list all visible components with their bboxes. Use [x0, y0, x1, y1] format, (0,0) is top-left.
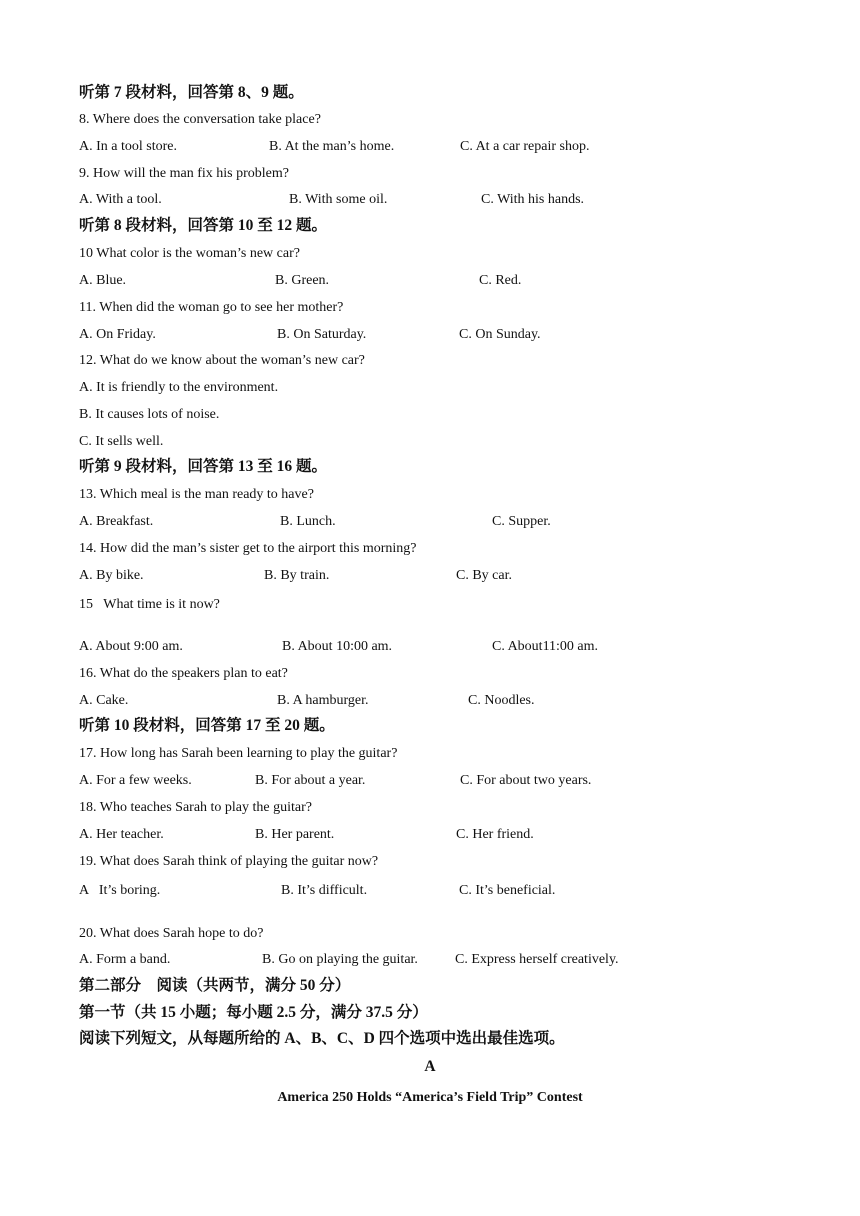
option-c: C. Express herself creatively. — [455, 952, 619, 967]
option-b: B. At the man’s home. — [269, 139, 395, 154]
option-b: B. About 10:00 am. — [282, 639, 393, 654]
option-b: B. Lunch. — [280, 514, 336, 529]
question-19: 19. What does Sarah think of playing the guitar now? — [79, 854, 379, 869]
option-c: C. It sells well. — [79, 434, 164, 449]
option-b: B. It’s difficult. — [281, 883, 368, 898]
question-17: 17. How long has Sarah been learning to play the guitar? — [79, 746, 398, 761]
option-b: B. Go on playing the guitar. — [262, 952, 418, 967]
question-12: 12. What do we know about the woman’s new car? — [79, 353, 365, 368]
question-10: 10 What color is the woman’s new car? — [79, 246, 300, 261]
section-one-title: 第一节（共 15 小题；每小题 2.5 分，满分 37.5 分） — [79, 1004, 428, 1021]
option-a: A. Breakfast. — [79, 514, 154, 529]
option-c: C. About11:00 am. — [492, 639, 599, 654]
option-c: C. Red. — [479, 273, 522, 288]
question-16: 16. What do the speakers plan to eat? — [79, 666, 288, 681]
question-8: 8. Where does the conversation take place? — [79, 112, 321, 127]
option-b: B. Her parent. — [255, 827, 335, 842]
option-c: C. By car. — [456, 568, 512, 583]
option-b: B. On Saturday. — [277, 327, 367, 342]
option-c: C. With his hands. — [481, 192, 585, 207]
option-a: A. About 9:00 am. — [79, 639, 183, 654]
option-a: A. Form a band. — [79, 952, 171, 967]
question-14: 14. How did the man’s sister get to the airport this morning? — [79, 541, 417, 556]
reading-instruction: 阅读下列短文，从每题所给的 A、B、C、D 四个选项中选出最佳选项。 — [79, 1030, 565, 1047]
question-11: 11. When did the woman go to see her mother? — [79, 300, 344, 315]
option-a: A. It is friendly to the environment. — [79, 380, 279, 395]
option-b: B. By train. — [264, 568, 330, 583]
option-a: A. With a tool. — [79, 192, 162, 207]
option-a: A. On Friday. — [79, 327, 156, 342]
option-a: A. For a few weeks. — [79, 773, 192, 788]
option-b: B. For about a year. — [255, 773, 366, 788]
section-heading: 听第 7 段材料，回答第 8、9 题。 — [79, 84, 304, 101]
option-c: C. On Sunday. — [459, 327, 541, 342]
option-c: C. Noodles. — [468, 693, 535, 708]
passage-letter: A — [424, 1058, 436, 1075]
option-a: A. In a tool store. — [79, 139, 177, 154]
option-a: A. Cake. — [79, 693, 129, 708]
option-c: C. It’s beneficial. — [459, 883, 556, 898]
question-20: 20. What does Sarah hope to do? — [79, 926, 264, 941]
section-heading: 听第 8 段材料，回答第 10 至 12 题。 — [79, 217, 328, 234]
question-15: 15 What time is it now? — [79, 597, 220, 612]
option-b: B. A hamburger. — [277, 693, 369, 708]
option-c: C. Her friend. — [456, 827, 534, 842]
option-b: B. Green. — [275, 273, 330, 288]
option-a: A It’s boring. — [79, 883, 161, 898]
option-c: C. At a car repair shop. — [460, 139, 590, 154]
option-b: B. It causes lots of noise. — [79, 407, 220, 422]
option-c: C. Supper. — [492, 514, 551, 529]
option-b: B. With some oil. — [289, 192, 388, 207]
option-a: A. Blue. — [79, 273, 127, 288]
section-heading: 听第 9 段材料，回答第 13 至 16 题。 — [79, 458, 328, 475]
passage-title: America 250 Holds “America’s Field Trip” Contest — [277, 1090, 583, 1105]
section-heading: 听第 10 段材料，回答第 17 至 20 题。 — [79, 717, 335, 734]
question-18: 18. Who teaches Sarah to play the guitar? — [79, 800, 312, 815]
option-c: C. For about two years. — [460, 773, 592, 788]
question-13: 13. Which meal is the man ready to have? — [79, 487, 314, 502]
part-two-title: 第二部分 阅读（共两节，满分 50 分） — [79, 977, 351, 994]
option-a: A. By bike. — [79, 568, 144, 583]
question-9: 9. How will the man fix his problem? — [79, 166, 289, 181]
option-a: A. Her teacher. — [79, 827, 164, 842]
